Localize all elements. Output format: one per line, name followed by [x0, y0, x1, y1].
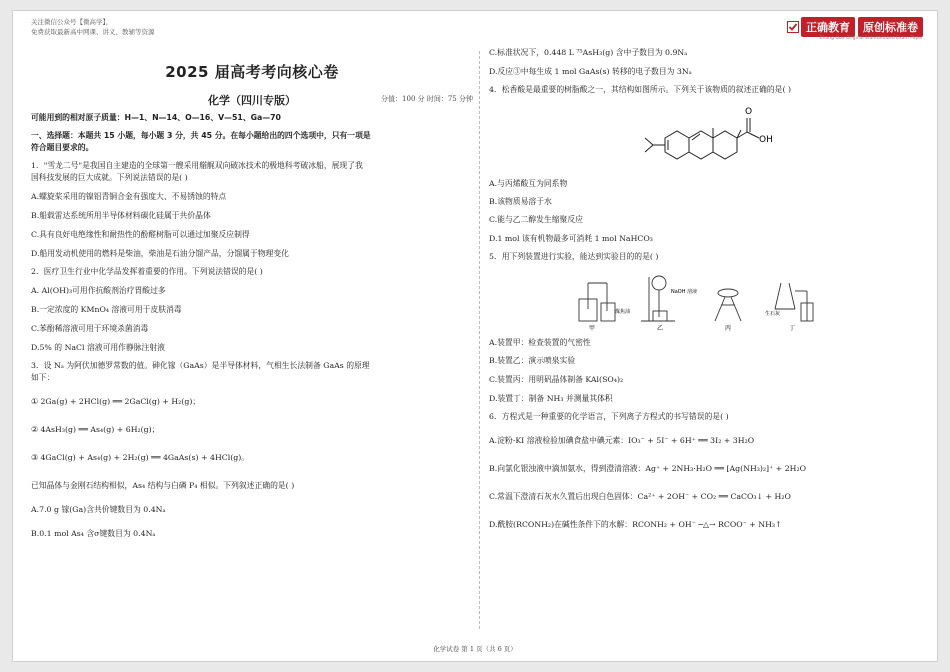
- q6-option-a: A.淀粉-KI 溶液检验加碘食盐中碘元素：IO₃⁻ + 5I⁻ + 6H⁺ ══ 3I₂ + 3H₂O: [489, 436, 755, 445]
- q3-equation-1: ① 2Ga(g) + 2HCl(g) ══ 2GaCl(g) + H₂(g)；: [31, 397, 201, 406]
- checkmark-icon: [787, 21, 799, 33]
- q2-option-b: B.一定浓度的 KMnO₄ 溶液可用于皮肤消毒: [31, 305, 182, 314]
- q3-equation-3: ③ 4GaCl(g) + As₄(g) + 2H₂(g) ══ 4GaAs(s) + 4HCl(g)。: [31, 453, 250, 462]
- abietic-acid-structure: [635, 100, 785, 170]
- q4-option-b: B.该物质易溶于水: [489, 197, 552, 206]
- q5-label-ding: 丁: [789, 325, 796, 331]
- q4-option-a: A.与丙烯酸互为同系物: [489, 179, 568, 188]
- badge-title: 原创标准卷: [858, 17, 923, 37]
- q3-info: 已知晶体与金刚石结构相似，As₄ 结构与白磷 P₄ 相似。下列叙述正确的是( ): [31, 481, 295, 490]
- q5-label-jia: 甲: [589, 325, 596, 331]
- section1-heading-2: 符合题目要求的。: [31, 143, 94, 152]
- q6-option-c: C.常温下澄清石灰水久置后出现白色固体：Ca²⁺ + 2OH⁻ + CO₂ ══ CaCO₃↓ + H₂O: [489, 492, 791, 501]
- q5-option-d: D.装置丁：制备 NH₃ 并测量其体积: [489, 394, 613, 403]
- q5-option-b: B.装置乙：演示喷泉实验: [489, 356, 576, 365]
- q2-option-a: A. Al(OH)₃可用作抗酸剂治疗胃酸过多: [31, 286, 166, 295]
- score-time: 分值：100 分 时间：75 分钟: [381, 95, 473, 103]
- q5-note-yi: NaOH 溶液: [671, 289, 698, 295]
- right-column: [489, 47, 919, 531]
- q4-option-d: D.1 mol 该有机物最多可消耗 1 mol NaHCO₃: [489, 234, 653, 243]
- hydroxyl-label: OH: [759, 135, 773, 145]
- q3-option-c: C.标准状况下，0.448 L ⁷⁵AsH₃(g) 含中子数目为 0.9Nₐ: [489, 48, 688, 57]
- left-column: [31, 17, 473, 540]
- q3-stem-2: 如下：: [31, 373, 55, 382]
- q3-equation-2: ② 4AsH₃(g) ══ As₄(g) + 6H₂(g)；: [31, 425, 160, 434]
- paper-subtitle: 化学（四川专版）: [208, 94, 296, 107]
- q5-option-a: A.装置甲：检查装置的气密性: [489, 338, 591, 347]
- promo-line-1: 关注微信公众号【微高学】，: [31, 18, 113, 26]
- q5-note-jia: 煤焦油: [615, 309, 631, 315]
- section1-heading-1: 一、选择题：本题共 15 小题，每小题 3 分，共 45 分。在每小题给出的四个选项中，只有一项是: [31, 131, 371, 140]
- q5-stem: 5．用下列装置进行实验，能达到实验目的的是( ): [489, 252, 659, 261]
- atomic-masses: 可能用到的相对原子质量：H—1、N—14、O—16、V—51、Ga—70: [31, 113, 281, 122]
- promo-line-2: 免费获取最新高中网课、讲义、教辅等资源: [31, 28, 155, 36]
- q2-option-c: C.苯酚稀溶液可用于环境杀菌消毒: [31, 324, 149, 333]
- q4-option-c: C.能与乙二醇发生缩聚反应: [489, 215, 583, 224]
- promo-text: [31, 17, 473, 37]
- q2-option-d: D.5% 的 NaCl 溶液可用作静脉注射液: [31, 343, 165, 352]
- q5-label-yi: 乙: [657, 325, 664, 331]
- q1-option-a: A.螺旋桨采用的镍铝青铜合金有强度大、不易锈蚀的特点: [31, 192, 227, 201]
- q1-option-c: C.具有良好电绝缘性和耐热性的酚醛树脂可以通过加聚反应制得: [31, 230, 250, 239]
- exam-page: [12, 10, 938, 662]
- q6-option-d: D.酰胺(RCONH₂)在碱性条件下的水解：RCONH₂ + OH⁻ ─△→ RCOO⁻ + NH₃↑: [489, 520, 782, 529]
- paper-title: 2025 届高考考向核心卷: [165, 63, 339, 81]
- q3-option-b: B.0.1 mol As₄ 含σ键数目为 0.4Nₐ: [31, 529, 156, 538]
- oxygen-label: O: [745, 107, 753, 117]
- q1-stem-2: 国科技发展的巨大成就。下列说法错误的是( ): [31, 173, 188, 182]
- q5-option-c: C.装置丙：用明矾晶体制备 KAl(SO₄)₂: [489, 375, 624, 384]
- brand-badge: [787, 17, 923, 41]
- subtitle-row: [31, 92, 473, 112]
- badge-brand: 正确教育: [801, 17, 855, 37]
- q3-option-d: D.反应③中每生成 1 mol GaAs(s) 转移的电子数目为 3Nₐ: [489, 67, 692, 76]
- q3-stem-1: 3．设 Nₐ 为阿伏加德罗常数的值。砷化镓（GaAs）是半导体材料，气相生长法制备 GaAs 的原理: [31, 361, 370, 370]
- q5-label-bing: 丙: [725, 325, 732, 331]
- q5-note-ding: 生石灰: [765, 311, 781, 317]
- badge-subtitle: Zhang Que Original Standardized Exam Paper: [819, 36, 923, 41]
- q3-option-a: A.7.0 g 镓(Ga)含共价键数目为 0.4Nₐ: [31, 505, 166, 514]
- q1-stem-1: 1．"雪龙二号"是我国自主建造的全球第一艘采用艏艉双向破冰技术的极地科考破冰船，展现了我: [31, 161, 363, 170]
- q1-option-d: D.船用发动机使用的燃料是柴油，柴油是石油分馏产品，分馏属于物理变化: [31, 249, 289, 258]
- lab-apparatus-diagram: [575, 269, 815, 331]
- q1-option-b: B.船载雷达系统所用半导体材料碳化硅属于共价晶体: [31, 211, 211, 220]
- column-divider: [479, 51, 480, 629]
- q6-stem: 6．方程式是一种重要的化学语言，下列离子方程式的书写错误的是( ): [489, 412, 729, 421]
- q2-stem: 2．医疗卫生行业中化学品发挥着重要的作用。下列说法错误的是( ): [31, 267, 263, 276]
- q6-option-b: B.向氯化银浊液中滴加氨水，得到澄清溶液：Ag⁺ + 2NH₃·H₂O ══ [Ag(NH₃)₂]⁺ + 2H₂O: [489, 464, 806, 473]
- q4-stem: 4．松香酸是最重要的树脂酸之一，其结构如图所示。下列关于该物质的叙述正确的是( ): [489, 85, 792, 94]
- page-footer: 化学试卷 第 1 页（共 6 页）: [433, 645, 517, 653]
